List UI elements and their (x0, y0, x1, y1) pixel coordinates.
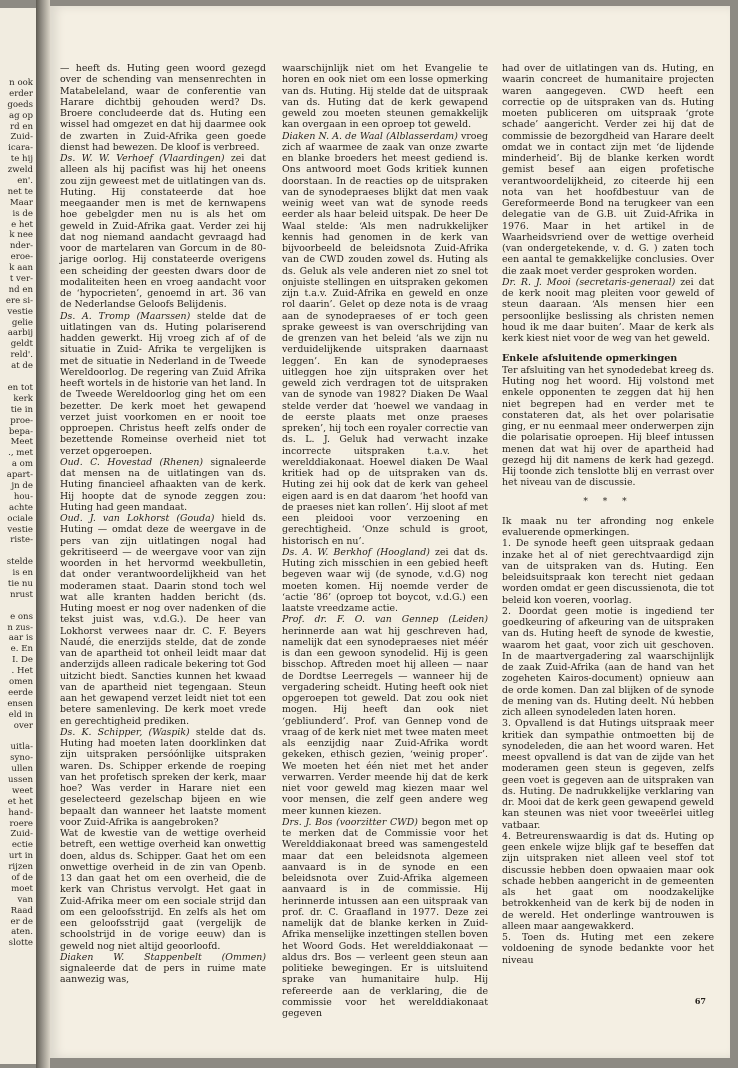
left-fragment-line: e het (11, 219, 33, 230)
paragraph-text: zei dat ds. Huting zich misschien in een gebied heeft begeven waar wij (de synode, v.d.G) nog moeten komen. Hij noemde verder de ‘actie ’86’ (oproep tot boycot, v.d.G.) een laatste vreedzame actie. (282, 546, 488, 614)
left-fragment-line: Maar (9, 197, 33, 208)
left-fragment-line: en tot (7, 382, 33, 393)
left-fragment-line: reld'. (10, 350, 33, 361)
column-3-part-a (502, 63, 714, 344)
left-fragment-line: ag op (8, 110, 33, 121)
left-fragment-line: erder (9, 88, 33, 99)
speaker-name: Oud. J. van Lokhorst (Gouda) (60, 513, 215, 524)
paragraph-text: stelde dat de uitlatingen van ds. Huting polariserend hadden gewerkt. Hij vroeg zich af of de situatie in Zuid- Afrika te vergelijken is met de situatie in Nederland in de Tweede Wereldoorlog. De regering van Zuid Afrika heeft wortels in de historie van het land. In de Tweede Wereldoorlog ging het om een bezetter. De kerk moet het gewapend verzet juist voorkomen en er nooit toe opproepen. Christus heeft zelfs onder de bezettende Romeinse overheid niet tot verzet opgeroepen. (60, 310, 266, 457)
left-fragment-line: ussen (8, 775, 33, 785)
paragraph (502, 932, 714, 966)
left-fragment-line: ere si- (5, 295, 33, 306)
left-fragment-line: moet (11, 883, 33, 894)
page-number: 67 (694, 996, 706, 1006)
left-fragment-line: of de (11, 873, 33, 884)
paragraph-text: Ter afsluiting van het synodedebat kreeg ds. Huting nog het woord. Hij volstond met enkele opponenten te zeggen dat hij hen niet begrepen had en verder met te constateren dat, als het over polarisatie ging, er nu eenmaal meer onderwerpen zijn die polarisatie oproepen. Hij bleef intussen menen dat wat hij over de apartheid had gezegd hij dit namens de kerk had gezegd. Hij toonde zich tenslotte blij en verrast over het niveau van de discussie. (502, 364, 714, 489)
left-fragment-line: apart- (6, 470, 33, 481)
left-fragment-line: et het (7, 796, 33, 807)
speaker-name: Diaken N. A. de Waal (Alblasserdam) (282, 130, 458, 142)
paragraph-text: 1. De synode heeft geen uitspraak gedaan inzake het al of niet gerechtvaardigd zijn van de uitspraken van ds. Huting. Een beleidsuitspraak kon terecht niet gedaan worden omdat er geen discussienota, die tot beleid kon voeren, voorlag. (502, 538, 714, 606)
column-3-part-c (502, 516, 714, 966)
left-fragment-line: hand- (8, 807, 33, 818)
left-fragment-line: I. De (12, 655, 33, 666)
left-fragment-line: nrust (9, 589, 33, 600)
left-fragment-line: en'. (17, 176, 33, 187)
left-fragment-line: slotte (8, 938, 33, 949)
left-fragment-line: rijzen (8, 862, 33, 873)
paragraph (60, 153, 266, 311)
column-3-part-b (502, 365, 714, 489)
left-fragment-line: icara- (8, 143, 33, 154)
paragraph-text: herinnerde aan wat hij geschreven had, namelijk dat een synodepraeses niet méér is dan een gewoon synodelid. Hij is geen bisschop. Aftreden moet hij alleen — naar de Dordtse Leerregels — wanneer hij de vergadering scheidt. Huting heeft ook niet opgeroepen tot geweld. Dat zou ook niet mogen. Hij heeft dan ook niet ‘gebliunderd’. Prof. van Gennep vond de vraag of de kerk niet met twee maten meet als eenzijdig naar Zuid-Afrika wordt gekeken, ethisch gezien, ‘weinig proper’. We moeten het één niet met het ander verwarren. Verder meende hij dat de kerk niet voor geweld mag kiezen maar wel voor mensen, die zelf geen andere weg meer kunnen kiezen. (282, 625, 488, 817)
paragraph (60, 828, 266, 952)
left-fragment-line: Zuid- (10, 132, 33, 143)
left-page-edge (0, 8, 36, 1064)
paragraph-text: waarschijnlijk niet om het Evangelie te horen en ook niet om een losse opmerking van ds. Huting. Hij stelde dat de uitspraak van ds. Huting dat de kerk gewapend geweld zou moeten steunen gemakkelijk kan overgaan in een oproep tot geweld. (282, 63, 488, 131)
paragraph (282, 817, 488, 1020)
paragraph (60, 311, 266, 457)
paragraph (282, 131, 488, 547)
left-page-text-fragments (0, 78, 33, 949)
paragraph-text: — heeft ds. Huting geen woord gezegd over de schending van mensenrechten in Matabeleland, waar de conferentie van Harare dichtbij gehouden werd? Ds. Broere concludeerde dat ds. Huting een wissel had omgezet en dat hij daarmee ook de zwarten in Zuid-Afrika geen goede dienst had bewezen. De kloof is verbreed. (60, 63, 266, 153)
paragraph (502, 606, 714, 719)
paragraph (282, 614, 488, 817)
left-fragment-line: net te (7, 186, 33, 197)
speaker-name: Drs. J. Bos (voorzitter CWD) (282, 816, 418, 828)
column-2 (282, 63, 488, 1019)
paragraph-text: 4. Betreurenswaardig is dat ds. Huting op geen enkele wijze blijk gaf te beseffen dat zijn uitspraken niet alleen veel stof tot discussie hebben doen opwaaien maar ook schade hebben aangericht in de gemeenten als het gaat om noodzakelijke betrokkenheid van de kerk bij de noden in de wereld. Het onderlinge wantrouwen is alleen maar aangewakkerd. (502, 830, 714, 932)
left-fragment-line: roere (9, 818, 33, 829)
left-fragment-line: k aan (9, 263, 33, 274)
left-fragment-line: k nee (9, 230, 33, 241)
left-fragment-line: Meet (10, 437, 33, 448)
paragraph-text: signaleerde dat de pers in ruime mate aanwezig was, (60, 963, 266, 986)
left-fragment-line (0, 372, 33, 383)
left-fragment-line: van (17, 894, 33, 905)
left-fragment-line: t ver- (9, 274, 33, 285)
column-1 (60, 63, 266, 986)
speaker-name: Diaken W. Stappenbelt (Ommen) (60, 951, 266, 963)
left-fragment-line: over (13, 720, 33, 731)
page-67 (50, 6, 730, 1058)
left-fragment-line: n ook (9, 78, 33, 88)
paragraph (60, 63, 266, 153)
paragraph-text: vroeg zich af waarmee de zaak van onze zwarte en blanke broeders het meest gediend is. Ons antwoord moet Gods kritiek kunnen doorstaan. In de reacties op de uitspraken van de synodepraeses blijkt dat men vaak weinig weet van wat de synode reeds eerder als haar beleid uitspak. De heer De Waal stelde: ‘Als men nadrukkelijker kennis had genomen in de kerk van bijvoorbeeld de beleidsnota Zuid-Afrika van de CWD zouden zowel ds. Huting als ds. Geluk als vele anderen niet zo snel tot onjuiste stellingen en uitspraken gekomen zijn t.a.v. Zuid-Afrika en geweld en onze rol daarin’. Gelet op deze nota is de vraag aan de synodepraeses of er toch geen sprake geweest is van overschrijding van de grenzen van het beleid ‘als we zijn nu verduidelijkende uitspraken daarnaast leggen’. En kan de synodepraeses uitleggen hoe zijn uitspraken over het geweld zich verdragen tot de uitspraken van de synode van 1982? Diaken De Waal stelde verder dat ‘hoewel we vandaag in de eerste plaats met onze praeses spreken’, hij toch een royaler correctie van ds. L. J. Geluk had verwacht inzake incorrecte uitspraken t.a.v. het werelddiakonaat. Hoewel diaken De Waal kritiek had op de uitspraken van ds. Huting zei hij ook dat de kerk van geheel eigen aard is en dat daarom ‘het hoofd van de praeses niet kan rollen’. Hij sloot af met een pleidooi voor verzoening en gerechtigheid. ‘Onze schuld is groot, historisch en nu’. (282, 130, 488, 547)
paragraph (502, 538, 714, 606)
paragraph (502, 718, 714, 831)
section-heading: Enkele afsluitende opmerkingen (502, 353, 678, 365)
paragraph (502, 365, 714, 489)
left-fragment-line: vestie (7, 524, 33, 535)
left-fragment-line: n zus- (7, 622, 33, 633)
paragraph-text: had over de uitlatingen van ds. Huting, en waarin concreet de humanitaire projecten waren aangegeven. CWD heeft een correctie op de uitspraken van ds. Huting moeten publiceren om uitspraak ‘grote schade’ aangericht. Verder zei hij dat de commissie de bezorgdheid van Harare deelt omdat we in contact zijn met ‘de lijdende minderheid’. Bij de blanke kerken wordt gemist besef aan eigen profetische verantwoordelijkheid, zo citeerde hij een nota van het hoofdbestuur van de Gereformeerde Bond na terugkeer van een delegatie van de G.B. uit Zuid-Afrika in 1976. Maar in het artikel in de Waarheidsvriend over de wettige overheid (van ondergetekende, v. d. G. ) zaten toch een aantal te gemakkelijke conclusies. Over die zaak moet verder gesproken worden. (502, 63, 714, 277)
paragraph-text: zei dat alleen als hij pacifist was hij het oneens zou zijn geweest met de uitlatingen van ds. Huting. Hij constateerde dat hoe meegaander men is met de kernwapens hoe gebelgder men nu is als het om geweld in Zuid-Afrika gaat. Verder zei hij dat nog niemand aandacht gevraagd had voor de martelaren van Gorcum in de 80-jarige oorlog. Hij constateerde overigens een scheiding der geesten dwars door de modaliteiten heen en vroeg aandacht voor de ‘hypocrieten’, genoemd in art. 36 van de Nederlandse Geloofs Belijdenis. (60, 153, 267, 311)
speaker-name: Ds. K. Schipper, (Waspik) (60, 726, 190, 738)
left-fragment-line: . Het (11, 666, 33, 677)
left-fragment-line: tie nu (7, 578, 33, 589)
left-fragment-line: omen (9, 676, 33, 687)
left-fragment-line (0, 731, 33, 742)
speaker-name: Prof. dr. F. O. van Gennep (Leiden) (282, 614, 488, 626)
paragraph-text: stelde dat ds. Huting had moeten laten doorklinken dat zijn uitspraken persóónlijke uitspraken waren. Ds. Schipper erkende de roeping van het profetisch spreken der kerk, maar hoe? Was verder in Harare niet een geselecteerd gezelschap bijeen en wie bepaalt dan wanneer het laatste moment voor Zuid-Afrika is aangebroken? (60, 726, 266, 828)
paragraph-text: Ik maak nu ter afronding nog enkele evaluerende opmerkingen. (502, 515, 714, 538)
left-fragment-line: jn de (11, 480, 33, 491)
section-separator: * * * (583, 496, 633, 507)
paragraph (502, 516, 714, 539)
paragraph-text: Wat de kwestie van de wettige overheid betreft, een wettige overheid kan onwettig doen, aldus ds. Schipper. Gaat het om een onwettige overheid in de zin van Openb. 13 dan gaat het om een overheid, die de kerk van Christus vervolgt. Het gaat in Zuid-Afrika meer om een sociale strijd dan om een geloofsstrijd. En zelfs als het om een geloofsstrijd gaat (vergelijk de schoolstrijd in de vorige eeuw) dan is geweld nog niet altijd geoorloofd. (60, 828, 266, 952)
paragraph (502, 63, 714, 277)
left-fragment-line: at de (11, 361, 33, 372)
left-fragment-line: Raad (10, 905, 33, 916)
paragraph-text: 2. Doordat geen motie is ingediend ter goedkeuring of afkeuring van de uitspraken van ds. Huting heeft de synode de kwestie, waarom het gaat, voor zich uit geschoven. In de maartvergadering zal waarschijnlijk de zaak Zuid-Afrika (aan de hand van het zogeheten Kairos-document) opnieuw aan de orde komen. Dan zal blijken of de synode de mening van ds. Huting deelt. Nú hebben zich alleen synodeleden laten horen. (502, 605, 714, 718)
left-fragment-line: zweld (7, 165, 33, 176)
speaker-name: Oud. C. Hovestad (Rhenen) (60, 456, 204, 468)
paragraph (282, 63, 488, 131)
left-fragment-line: a om (11, 459, 33, 470)
left-fragment-line: bepa- (8, 426, 33, 437)
left-fragment-line: is de (12, 208, 33, 219)
left-fragment-line: vestie (7, 306, 33, 317)
left-fragment-line: is en (12, 568, 33, 579)
left-fragment-line: weet (12, 785, 33, 796)
page-gutter (36, 0, 50, 1068)
left-fragment-line: e ons (10, 611, 33, 622)
left-fragment-line: goeds (7, 99, 33, 110)
paragraph-text: zei dat de kerk nooit mag pleiten voor geweld of steun daaraan. ‘Als mensen hier een persoonlijke beslissing als christen nemen houd ik me daar buiten’. Maar de kerk als kerk kiest niet voor de weg van het geweld. (502, 276, 714, 344)
paragraph (502, 277, 714, 345)
paragraph-text: begon met op te merken dat de Commissie voor het Werelddiakonaat breed was samengesteld maar dat een beleidsnota algemeen aanvaard is in de synode en een beleidsnota over Zuid-Afrika algemeen aanvaard is in de commissie. Hij herinnerde intussen aan een uitspraak van prof. dr. C. Graafland in 1977. Deze zei namelijk dat de blanke kerken in Zuid-Afrika menselijke inzettingen stellen boven het Woord Gods. Het werelddiakonaat — aldus drs. Bos — verleent geen steun aan politieke bewegingen. Er is uitsluitend sprake van humanitaire hulp. Hij refereerde aan de verklaring, die de commissie voor het werelddiakonaat gegeven (282, 816, 488, 1019)
speaker-name: Ds. A. W. Berkhof (Hoogland) (282, 546, 430, 558)
left-fragment-line: syno- (10, 753, 33, 764)
speaker-name: Ds. W. W. Verhoef (Vlaardingen) (60, 153, 225, 164)
left-fragment-line: eld in (8, 709, 33, 720)
left-fragment-line: ociale (7, 513, 33, 524)
paragraph-text: 3. Opvallend is dat Hutings uitspraak meer kritiek dan sympathie ontmoetten bij de synodeleden, die aan het woord waren. Het meest opvallend is dat van de zijde van het moderamen geen steun is gegeven, zelfs geen voet is gegeven aan de uitspraken van ds. Huting. De nadrukkelijke verklaring van dr. Mooi dat de kerk geen gewapend geweld kan steunen was niet voor tweeërlei uitleg vatbaar. (502, 718, 714, 831)
paragraph-text: 5. Toen ds. Huting met een zekere voldoening de synode bedankte voor het niveau (502, 932, 714, 966)
left-fragment-line: riste- (10, 535, 33, 546)
left-fragment-line: ensen (7, 698, 33, 709)
left-fragment-line: e. En (10, 644, 33, 655)
left-fragment-line: rd en (10, 121, 33, 132)
speaker-name: Dr. R. J. Mooi (secretaris-generaal) (502, 276, 676, 288)
left-fragment-line: te hij (10, 154, 33, 165)
left-fragment-line (0, 601, 33, 612)
column-3 (502, 63, 714, 966)
speaker-name: Ds. A. Tromp (Maarssen) (60, 310, 191, 322)
left-fragment-line: aar is (8, 633, 33, 644)
left-fragment-line: urt in (8, 851, 33, 862)
left-fragment-line: kerk (13, 393, 33, 404)
paragraph-text: signaleerde dat mensen na de uitlatingen van ds. Huting financieel afhaakten van de kerk. Hij hoopte dat de synode zeggen zou: Huting had geen mandaat. (60, 456, 266, 513)
left-fragment-line: eroe- (10, 252, 33, 263)
paragraph (502, 831, 714, 932)
left-fragment-line: tie in (10, 404, 33, 415)
paragraph (60, 513, 266, 727)
paragraph (60, 952, 266, 986)
left-fragment-line (0, 546, 33, 557)
left-fragment-line: aten. (11, 927, 33, 938)
left-fragment-line: nd en (8, 284, 33, 295)
left-fragment-line: Zuid- (10, 829, 33, 840)
paragraph (282, 547, 488, 615)
paragraph (60, 457, 266, 513)
paragraph-text: hield ds. Huting — omdat deze de weergave in de pers van zijn uitlatingen nogal had gekritiseerd — de weergave voor van zijn woorden in het hervormd weekbulletin, dat onder verantwoordelijkheid van het moderamen staat. Daarin stond toch wel wat alle kranten hadden bericht (ds. Huting moest er nog over nadenken of die tekst juist was, v.d.G.). De heer van Lokhorst verwees naar dr. C. F. Beyers Naudé, die enerzijds stelde, dat de zonde van de apartheid tot onheil leidt maar dat anderzijds alleen radicale bekering tot God uitzicht biedt. Sancties kunnen het kwaad van de apartheid niet tegengaan. Steun aan het gewapend verzet leidt niet tot een betere samenleving. De kerk moet vrede en gerechtigheid prediken. (60, 513, 267, 727)
left-fragment-line: eerde (8, 687, 33, 698)
left-fragment-line: gelie (11, 317, 33, 328)
left-fragment-line: uitla- (10, 742, 33, 753)
left-fragment-line: ectie (11, 840, 33, 851)
left-fragment-line: nder- (9, 241, 33, 252)
left-fragment-line: ullen (11, 764, 33, 775)
paragraph (60, 727, 266, 828)
left-fragment-line: er de (10, 916, 33, 927)
left-fragment-line: aarbij (7, 328, 33, 339)
left-fragment-line: geldt (10, 339, 33, 350)
left-fragment-line: achte (8, 502, 33, 513)
left-fragment-line: stelde (6, 557, 33, 568)
left-fragment-line: ., met (8, 448, 33, 459)
left-fragment-line: hou- (13, 491, 33, 502)
left-fragment-line: proe- (10, 415, 33, 426)
